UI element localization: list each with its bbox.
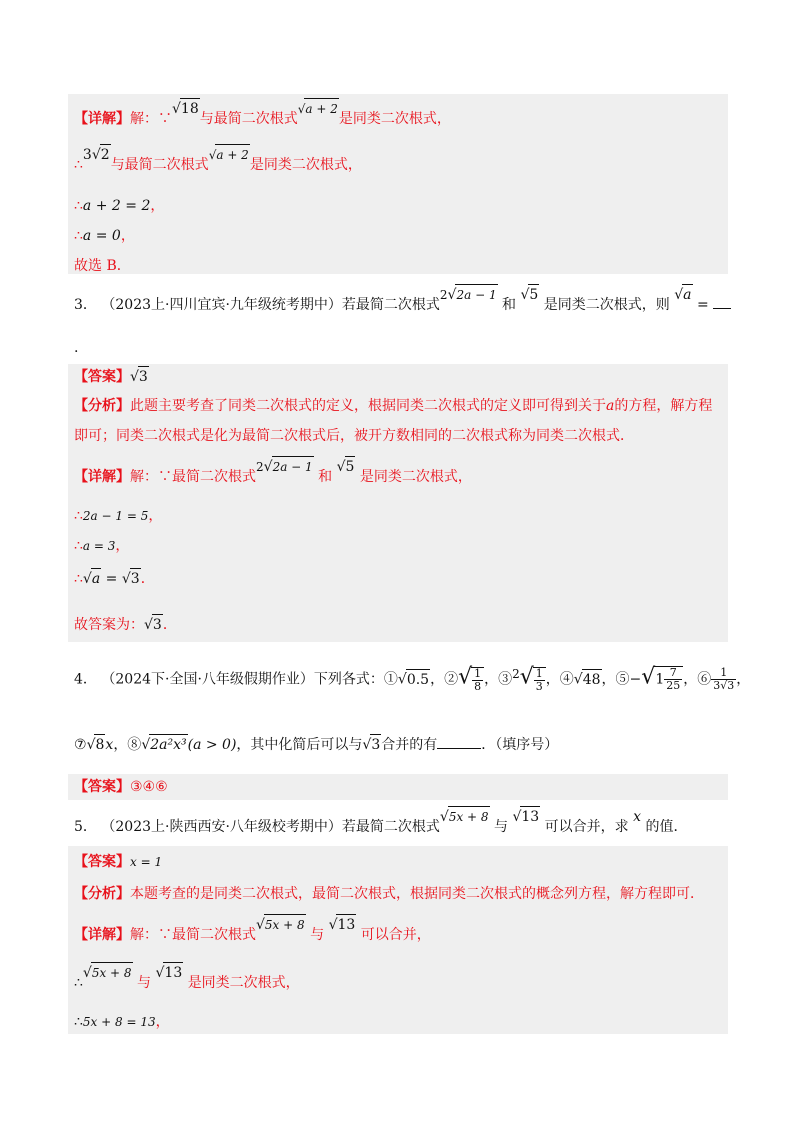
step-line: ∴a + 2 = 2， [74, 198, 165, 214]
answer-blank [713, 294, 731, 309]
step-line: ∴√a = √3． [74, 568, 155, 589]
sqrt-a-plus-2: √a + 2 [298, 102, 339, 116]
step-line: ∴a = 0， [74, 228, 135, 244]
period: . [74, 340, 79, 356]
step-line: ∴a = 3， [74, 538, 130, 554]
detail-line: 【详解】解：∵最简二次根式2√2a − 1 和 √5 是同类二次根式， [74, 466, 472, 487]
step-line: ∴5x + 8 = 13， [74, 1014, 170, 1030]
step-line: ∴√5x + 8 与 √13 是同类二次根式， [74, 972, 300, 993]
step-line: ∴2a − 1 = 5， [74, 508, 163, 524]
answer-line: 【答案】x = 1 [74, 854, 163, 870]
analysis-line: 即可；同类二次根式是化为最简二次根式后，被开方数相同的二次根式称为同类二次根式． [74, 428, 634, 444]
final-answer-line: 故答案为：√3． [74, 614, 177, 635]
detail-line: 【详解】解：∵最简二次根式√5x + 8 与 √13 可以合并， [74, 924, 431, 945]
analysis-line: 【分析】此题主要考查了同类二次根式的定义，根据同类二次根式的定义即可得到关于a的方程，解方程 [74, 398, 713, 414]
step-line: ∴3√2与最简二次根式√a + 2是同类二次根式， [74, 154, 362, 175]
sqrt-18: √18 [172, 101, 200, 117]
analysis-line: 【分析】本题考查的是同类二次根式，最简二次根式，根据同类二次根式的概念列方程，解方程即可． [74, 886, 704, 902]
answer-blank [437, 734, 481, 749]
answer-line: 【答案】③④⑥ [74, 779, 168, 795]
question-3: 3． （2023上·四川宜宾·九年级统考期中）若最简二次根式2√2a − 1 和 √5 是同类二次根式，则 √a = [74, 294, 731, 315]
answer-line: 【答案】√3 [74, 366, 149, 387]
question-4-cont: ⑦√8x，⑧√2a²x³(a > 0)，其中化简后可以与√3合并的有 ．（填序号） [74, 734, 558, 755]
choice-line: 故选 B． [74, 258, 131, 274]
detail-line: 【详解】解：∵√18与最简二次根式√a + 2是同类二次根式， [74, 108, 451, 129]
question-4: 4． （2024下·全国·八年级假期作业）下列各式：①√0.5，②√ $\frac{1}{8}$ ，③$^2$√ $\frac{1}{3}$ ，④√48，⑤−√1 $\frac{7}{25}$ ，⑥ $\frac{1}{3√3}$ ， [74, 664, 751, 693]
question-5: 5． （2023上·陕西西安·八年级校考期中）若最简二次根式√5x + 8 与 √13 可以合并，求 x 的值． [74, 816, 687, 837]
